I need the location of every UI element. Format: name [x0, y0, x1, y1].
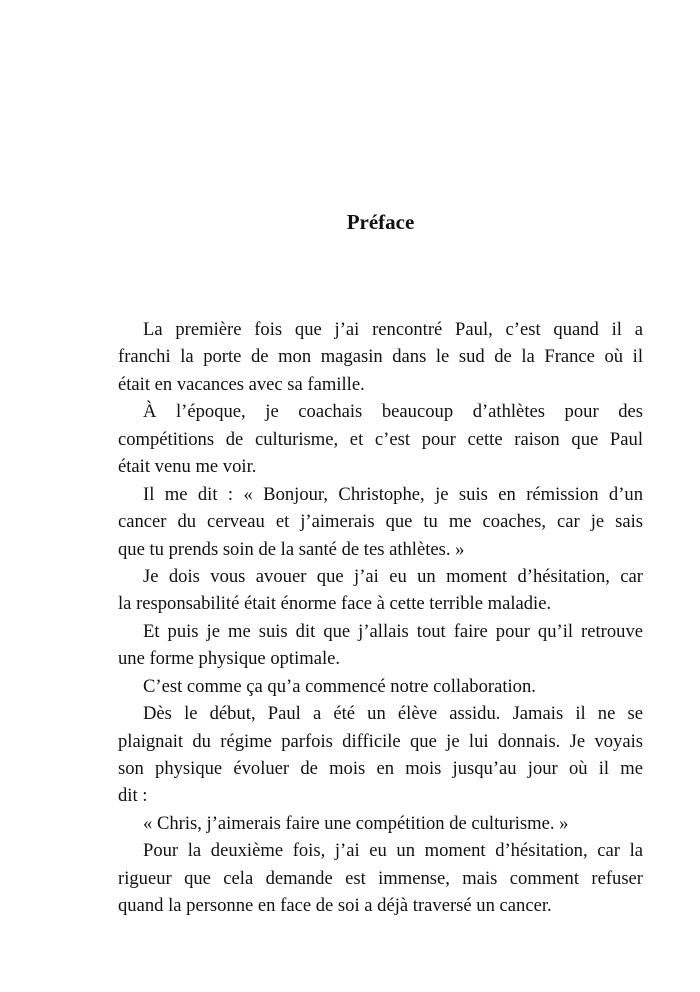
text-line: quand la personne en face de soi a déjà traversé un cancer.: [118, 895, 552, 917]
text-line: que tu prends soin de la santé de tes athlètes. »: [118, 538, 465, 560]
text-line: La première fois que j’ai rencontré Paul, c’est quand il a: [143, 319, 643, 340]
text-line: était venu me voir.: [118, 456, 257, 478]
text-line: Je dois vous avouer que j’ai eu un moment d’hésitation, car: [143, 565, 643, 587]
text-line: dit :: [118, 785, 148, 807]
text-line: une forme physique optimale.: [118, 648, 341, 670]
text-line: la responsabilité était énorme face à cette terrible maladie.: [118, 593, 552, 615]
text-line: rigueur que cela demande est immense, mais comment refuser: [118, 867, 643, 889]
paragraph: [118, 316, 643, 398]
text-line: Dès le début, Paul a été un élève assidu. Jamais il ne se: [143, 703, 643, 725]
paragraph: [118, 618, 643, 673]
paragraph: [118, 481, 643, 563]
text-line: compétitions de culturisme, et c’est pour cette raison que Paul: [118, 428, 643, 450]
text-line: franchi la porte de mon magasin dans le sud de la France où il: [118, 346, 643, 368]
text-line: Il me dit : « Bonjour, Christophe, je suis en rémission d’un: [143, 483, 643, 505]
text-line: À l’époque, je coachais beaucoup d’athlètes pour des: [143, 401, 643, 423]
paragraph: [118, 673, 643, 700]
text-line: C’est comme ça qu’a commencé notre collaboration.: [143, 675, 536, 697]
paragraph: [118, 810, 643, 837]
text-line: plaignait du régime parfois difficile que je lui donnais. Je voyais: [118, 730, 643, 752]
text-line: son physique évoluer de mois en mois jusqu’au jour où il me: [118, 758, 643, 779]
text-line: Et puis je me suis dit que j’allais tout faire pour qu’il retrouve: [143, 620, 643, 642]
paragraph: [118, 700, 643, 810]
paragraph: [118, 837, 643, 919]
body-text: [118, 316, 643, 920]
text-line: « Chris, j’aimerais faire une compétition de culturisme. »: [143, 812, 569, 834]
page-title: Préface: [346, 210, 415, 234]
text-line: était en vacances avec sa famille.: [118, 373, 365, 395]
paragraph: [118, 398, 643, 480]
paragraph: [118, 563, 643, 618]
text-line: Pour la deuxième fois, j’ai eu un moment d’hésitation, car la: [143, 840, 643, 862]
text-line: cancer du cerveau et j’aimerais que tu me coaches, car je sais: [118, 511, 643, 533]
